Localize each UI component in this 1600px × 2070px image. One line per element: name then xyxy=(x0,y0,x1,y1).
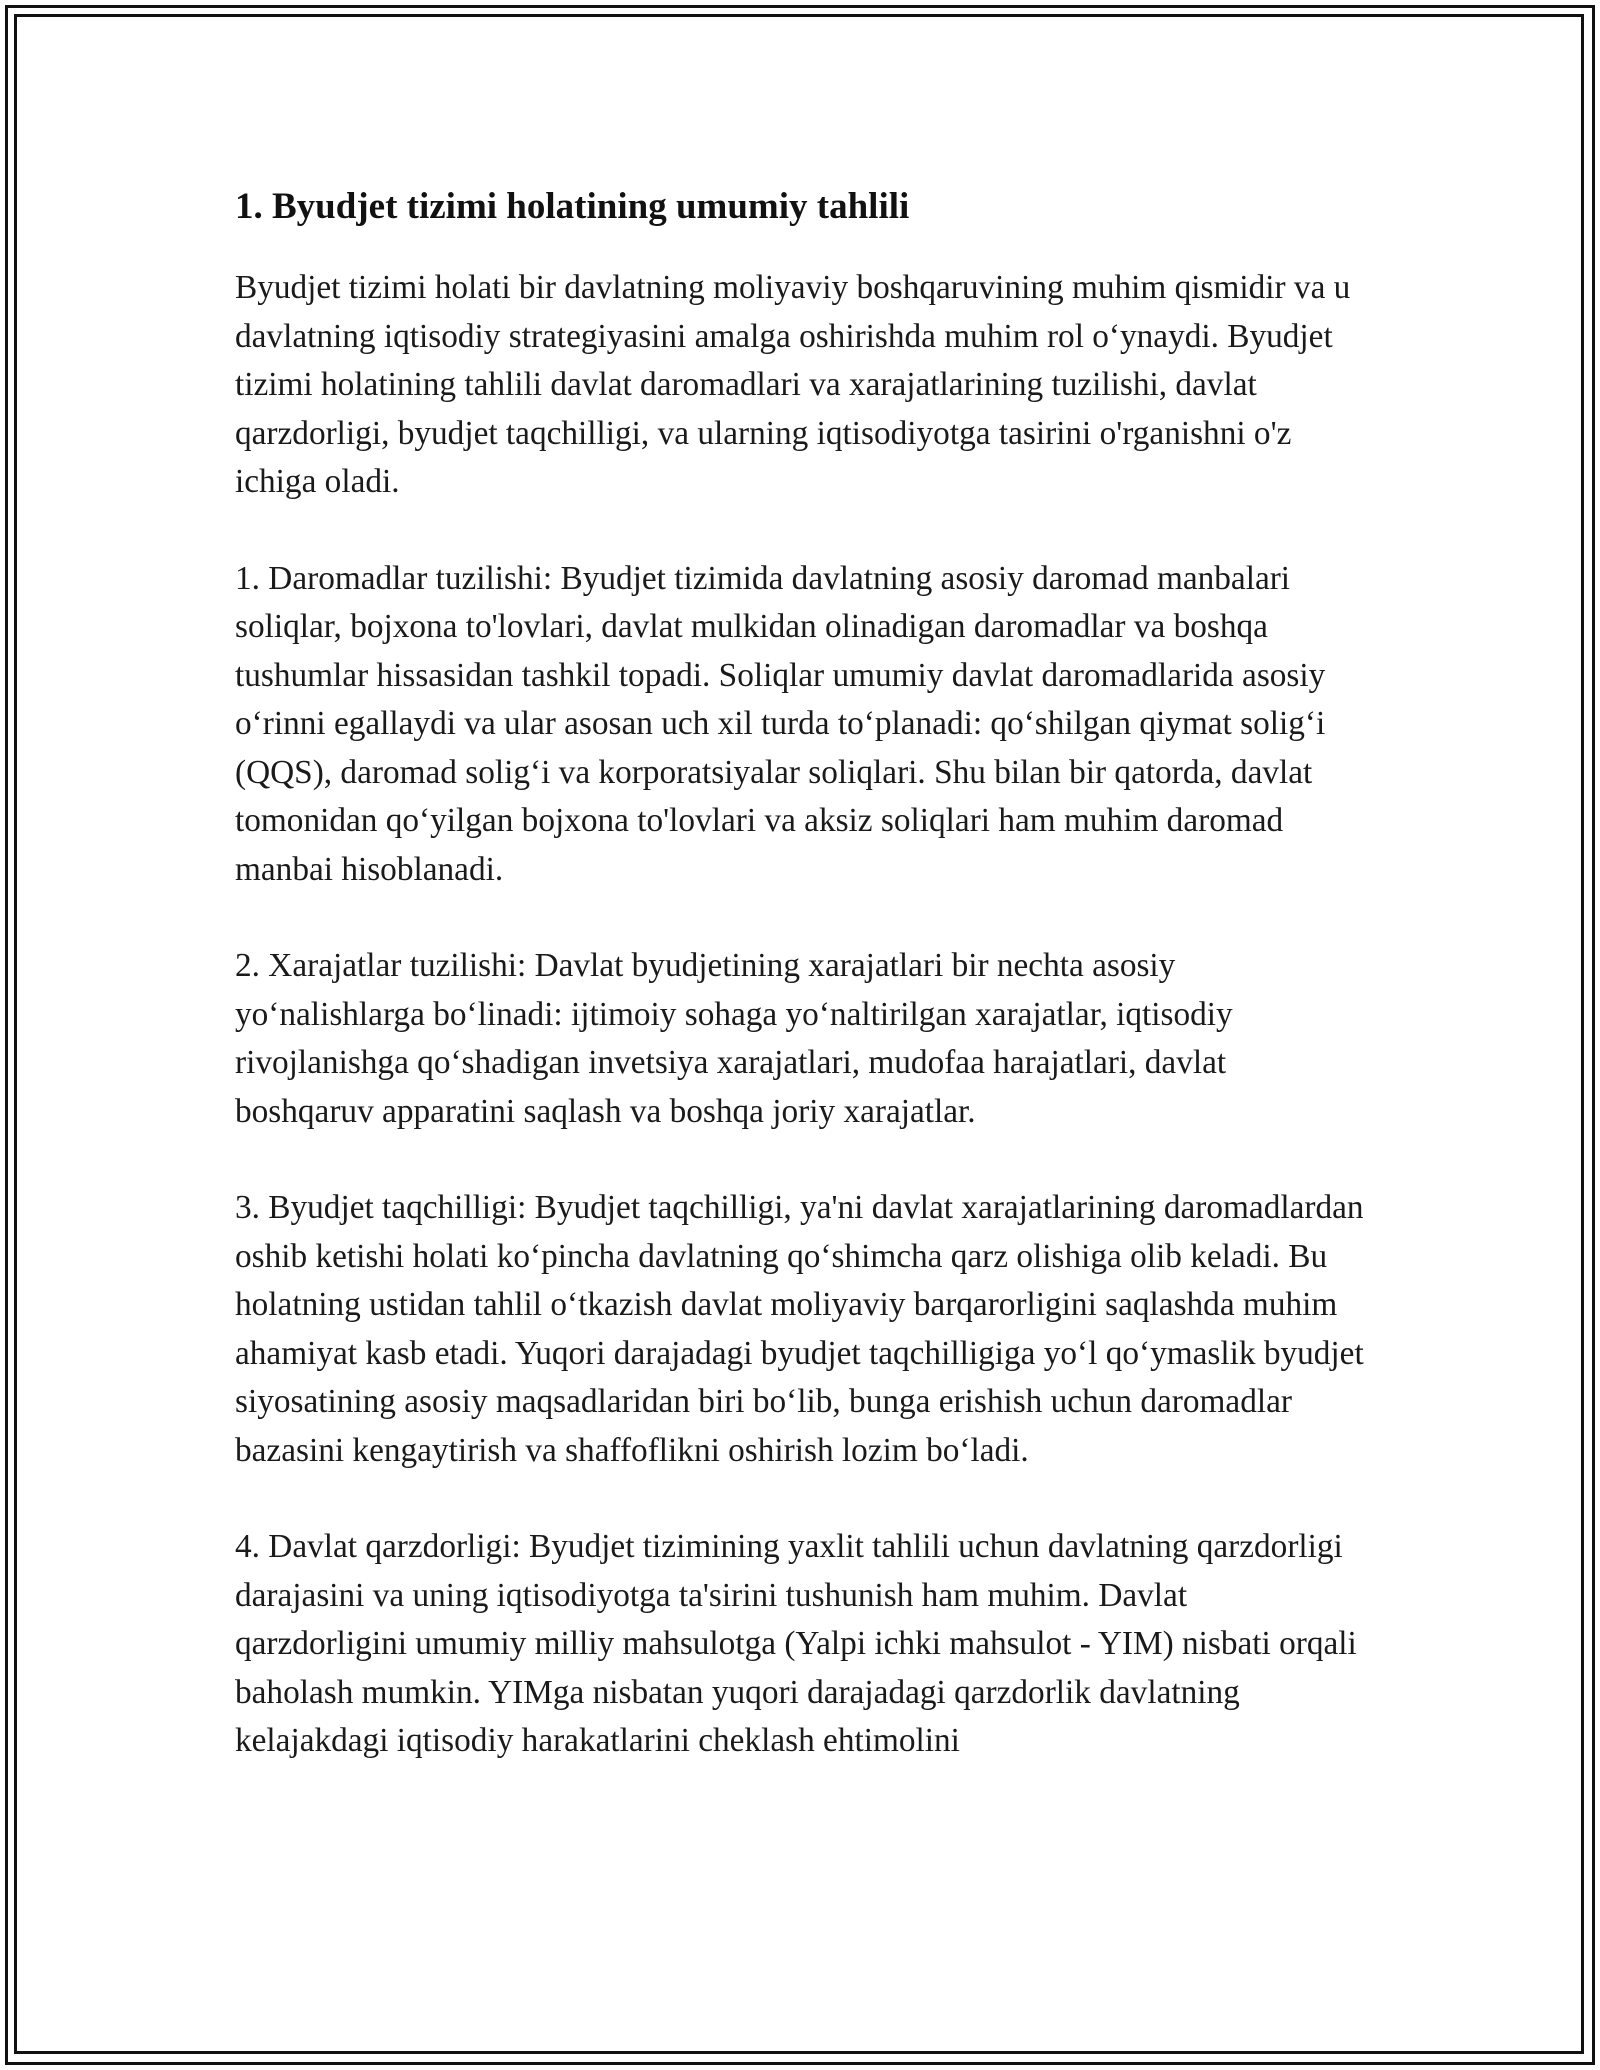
revenue-structure-paragraph: 1. Daromadlar tuzilishi: Byudjet tizimida davlatning asosiy daromad manbalari soliqlar, bojxona to'lovlari, davlat mulkidan olinadigan daromadlar va boshqa tushumlar hissasidan tashkil topadi. Soliqlar umumiy davlat daromadlarida asosiy o‘rinni egallaydi va ular asosan uch xil turda to‘planadi: qo‘shilgan qiymat solig‘i (QQS), daromad solig‘i va korporatsiyalar soliqlari. Shu bilan bir qatorda, davlat tomonidan qo‘yilgan bojxona to'lovlari va aksiz soliqlari ham muhim daromad manbai hisoblanadi. xyxy=(235,559,1326,888)
budget-deficit-paragraph: 3. Byudjet taqchilligi: Byudjet taqchilligi, ya'ni davlat xarajatlarining daromadlardan oshib ketishi holati ko‘pincha davlatning qo‘shimcha qarz olishiga olib keladi. Bu holatning ustidan tahlil o‘tkazish davlat moliyaviy barqarorligini saqlashda muhim ahamiyat kasb etadi. Yuqori darajadagi byudjet taqchilligiga yo‘l qo‘ymaslik byudjet siyosatining asosiy maqsadlaridan biri bo‘lib, bunga erishish uchun daromadlar bazasini kengaytirish va shaffoflikni oshirish lozim bo‘ladi. xyxy=(235,1189,1364,1469)
intro-paragraph: Byudjet tizimi holati bir davlatning moliyaviy boshqaruvining muhim qismidir va u davlatning iqtisodiy strategiyasini amalga oshirishda muhim rol o‘ynaydi. Byudjet tizimi holatining tahlili davlat daromadlari va xarajatlarining tuzilishi, davlat qarzdorligi, byudjet taqchilligi, va ularning iqtisodiyotga tasirini o'rganishni o'z ichiga oladi. xyxy=(235,269,1351,500)
section-heading: 1. Byudjet tizimi holatining umumiy tahlili xyxy=(235,186,910,227)
expenditure-structure-paragraph: 2. Xarajatlar tuzilishi: Davlat byudjetining xarajatlari bir nechta asosiy yo‘nalishlarga bo‘linadi: ijtimoiy sohaga yo‘naltirilgan xarajatlar, iqtisodiy rivojlanishga qo‘shadigan invetsiya xarajatlari, mudofaa harajatlari, davlat boshqaruv apparatini saqlash va boshqa joriy xarajatlar. xyxy=(235,947,1233,1130)
document-body xyxy=(235,184,1365,1814)
public-debt-paragraph: 4. Davlat qarzdorligi: Byudjet tizimining yaxlit tahlili uchun davlatning qarzdorligi darajasini va uning iqtisodiyotga ta'sirini tushunish ham muhim. Davlat qarzdorligini umumiy milliy mahsulotga (Yalpi ichki mahsulot - YIM) nisbati orqali baholash mumkin. YIMga nisbatan yuqori darajadagi qarzdorlik davlatning kelajakdagi iqtisodiy harakatlarini cheklash ehtimolini xyxy=(235,1528,1357,1759)
